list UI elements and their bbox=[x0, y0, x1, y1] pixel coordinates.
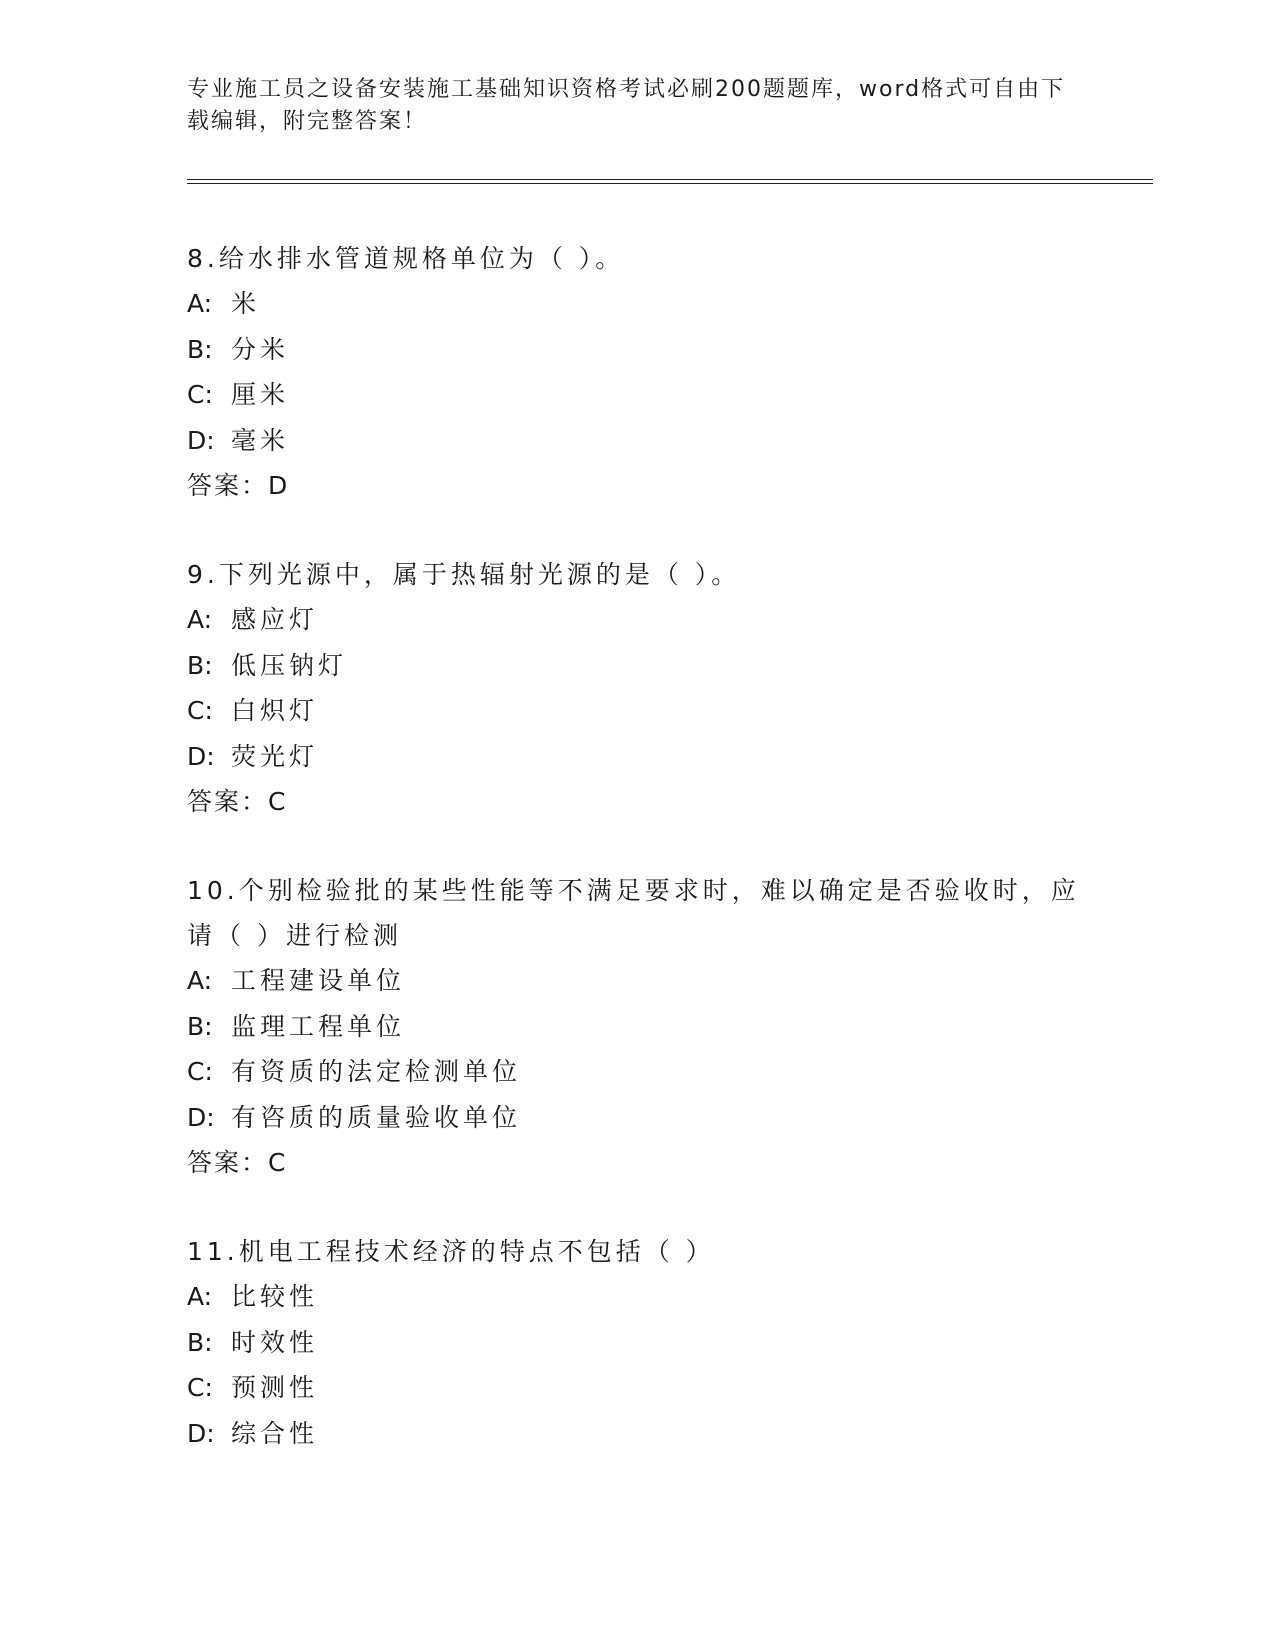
option-letter: D: bbox=[187, 425, 215, 455]
option-letter: D: bbox=[187, 1102, 215, 1132]
question-stem: 10.个别检验批的某些性能等不满足要求时，难以确定是否验收时，应请（ ）进行检测 bbox=[187, 876, 1080, 950]
option-c bbox=[187, 1049, 1087, 1095]
option-b bbox=[187, 1004, 1087, 1050]
option-a bbox=[187, 958, 1087, 1004]
option-d bbox=[187, 418, 1087, 464]
option-letter: A: bbox=[187, 966, 213, 995]
answer: 答案：D bbox=[187, 471, 290, 500]
header-rule-top bbox=[187, 179, 1153, 180]
option-letter: A: bbox=[187, 289, 213, 318]
option-text: 监理工程单位 bbox=[231, 1011, 406, 1041]
question-11 bbox=[187, 1229, 1087, 1456]
option-a bbox=[187, 597, 1087, 643]
option-b bbox=[187, 1320, 1087, 1366]
option-text: 比较性 bbox=[231, 1282, 319, 1311]
option-text: 工程建设单位 bbox=[231, 966, 406, 995]
option-c bbox=[187, 372, 1087, 418]
option-b bbox=[187, 643, 1087, 689]
option-text: 厘米 bbox=[231, 380, 290, 409]
document-header: 专业施工员之设备安装施工基础知识资格考试必刷200题题库，word格式可自由下载编辑，附完整答案！ bbox=[187, 77, 1066, 134]
question-9 bbox=[187, 552, 1087, 824]
option-text: 时效性 bbox=[231, 1327, 319, 1357]
question-stem: 11.机电工程技术经济的特点不包括（ ） bbox=[187, 1237, 715, 1266]
option-d bbox=[187, 1095, 1087, 1141]
option-letter: D: bbox=[187, 1418, 215, 1448]
question-stem: 8.给水排水管道规格单位为（ ）。 bbox=[187, 244, 625, 273]
option-c bbox=[187, 1365, 1087, 1411]
header-rule-bottom bbox=[187, 183, 1153, 184]
option-letter: B: bbox=[187, 1327, 213, 1357]
option-letter: A: bbox=[187, 1282, 213, 1311]
question-8 bbox=[187, 236, 1087, 508]
option-letter: C: bbox=[187, 696, 213, 725]
option-text: 低压钠灯 bbox=[231, 650, 348, 680]
option-d bbox=[187, 734, 1087, 780]
option-a bbox=[187, 1274, 1087, 1320]
option-text: 预测性 bbox=[231, 1373, 319, 1402]
option-text: 荧光灯 bbox=[231, 741, 319, 771]
option-letter: B: bbox=[187, 650, 213, 680]
question-stem: 9.下列光源中，属于热辐射光源的是（ ）。 bbox=[187, 560, 741, 589]
option-letter: A: bbox=[187, 605, 213, 634]
option-letter: C: bbox=[187, 1373, 213, 1402]
option-text: 米 bbox=[231, 289, 261, 318]
option-text: 白炽灯 bbox=[231, 696, 319, 725]
option-text: 有咨质的质量验收单位 bbox=[231, 1102, 522, 1132]
option-text: 分米 bbox=[231, 334, 290, 364]
option-letter: C: bbox=[187, 1057, 213, 1086]
option-letter: B: bbox=[187, 334, 213, 364]
option-letter: D: bbox=[187, 741, 215, 771]
answer: 答案：C bbox=[187, 1148, 288, 1177]
option-b bbox=[187, 327, 1087, 373]
question-10 bbox=[187, 868, 1087, 1185]
option-text: 综合性 bbox=[231, 1418, 319, 1448]
option-text: 有资质的法定检测单位 bbox=[231, 1057, 522, 1086]
option-c bbox=[187, 688, 1087, 734]
option-text: 毫米 bbox=[231, 425, 290, 455]
option-a bbox=[187, 281, 1087, 327]
option-d bbox=[187, 1411, 1087, 1457]
option-letter: B: bbox=[187, 1011, 213, 1041]
option-text: 感应灯 bbox=[231, 605, 319, 634]
answer: 答案：C bbox=[187, 787, 288, 816]
question-list bbox=[187, 236, 1087, 1500]
option-letter: C: bbox=[187, 380, 213, 409]
